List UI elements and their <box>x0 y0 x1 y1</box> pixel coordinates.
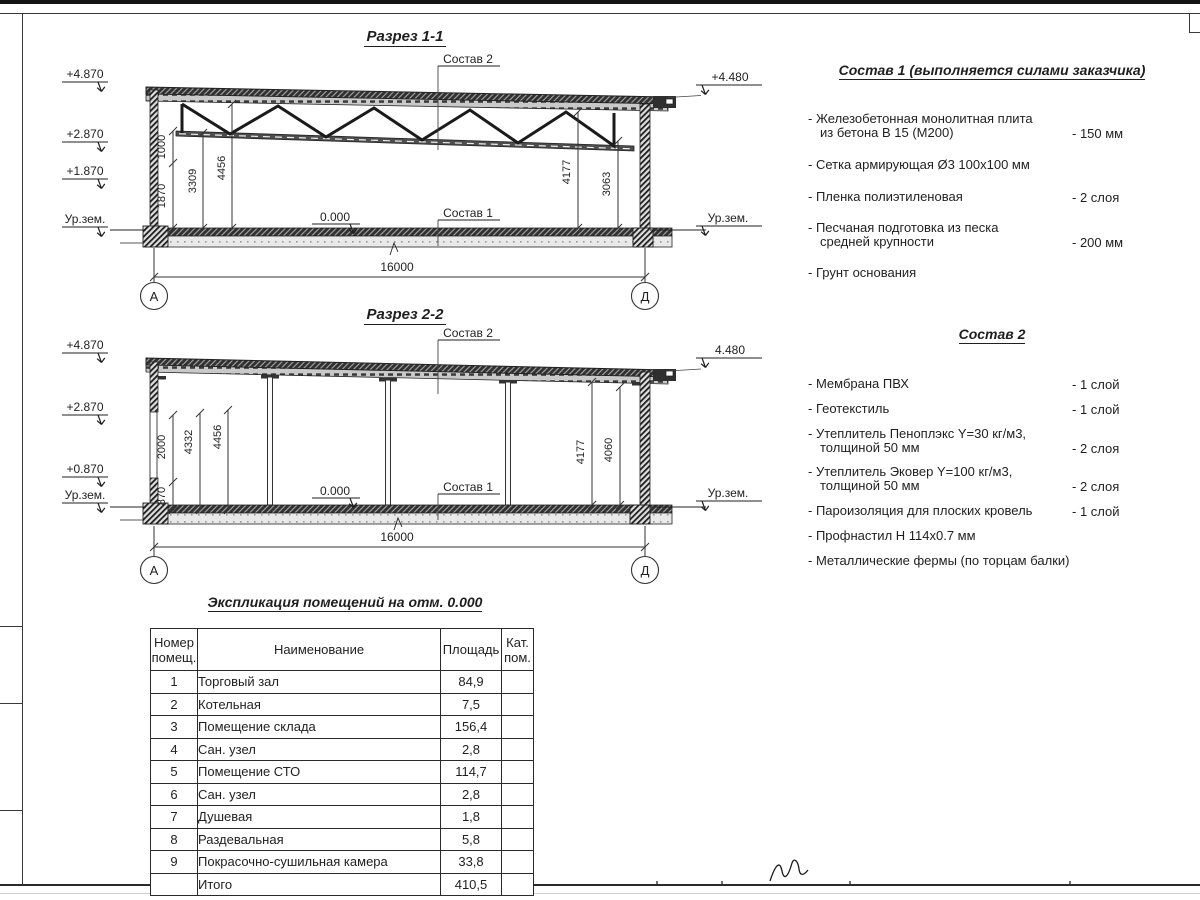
frame-top-line <box>0 13 1200 14</box>
roof-truss <box>176 104 634 151</box>
header-category <box>502 629 534 671</box>
list-item <box>808 529 976 543</box>
composition-1-title <box>800 62 1184 78</box>
list-item <box>808 402 889 416</box>
cell-name: Сан. узел <box>198 738 441 761</box>
ground-level-label: Ур.зем. <box>64 212 106 226</box>
cell-cat <box>502 828 534 851</box>
elevation-label: +4.870 <box>66 338 104 352</box>
header-area <box>441 629 502 671</box>
cell-num: 2 <box>151 693 198 716</box>
composition-1-title-text: Состав 1 (выполняется силами заказчика) <box>838 62 1146 78</box>
right-wall <box>640 104 650 228</box>
axis-markers <box>141 557 659 584</box>
span-dimension <box>150 248 649 282</box>
axis-letter-right: Д <box>640 563 650 578</box>
layer-reference-labels <box>438 52 500 246</box>
cell-num: 1 <box>151 671 198 694</box>
elevation-marks-right <box>696 343 762 511</box>
dim-4456: 4456 <box>212 424 224 450</box>
cell-area: 33,8 <box>441 851 502 874</box>
column <box>268 377 273 505</box>
filing-cell-divider <box>0 703 22 704</box>
item-text: - Грунт основания <box>808 265 917 280</box>
filing-cell-divider <box>0 810 22 811</box>
elevation-marks-right <box>696 70 762 236</box>
item-text-line2: толщиной 50 мм <box>820 440 920 455</box>
zero-level-label: 0.000 <box>319 484 351 498</box>
cell-num: 7 <box>151 806 198 829</box>
dim-4456: 4456 <box>216 155 228 181</box>
cell-cat <box>502 671 534 694</box>
section-2-drawing <box>55 320 770 590</box>
floor-slab <box>110 226 706 255</box>
ground-level-label: Ур.зем. <box>707 211 749 225</box>
cell-name: Котельная <box>198 693 441 716</box>
dim-4177: 4177 <box>575 439 587 465</box>
dim-3309: 3309 <box>187 168 199 194</box>
cell-area: 2,8 <box>441 783 502 806</box>
cell-cat <box>502 783 534 806</box>
signature-squiggle <box>770 860 808 881</box>
table-row <box>151 851 534 874</box>
filing-strip <box>0 626 22 885</box>
item-text-line2: средней крупности <box>820 234 934 249</box>
cell-cat <box>502 873 534 896</box>
cell-name: Торговый зал <box>198 671 441 694</box>
item-value: - 200 мм <box>1072 235 1124 250</box>
list-item <box>808 554 1069 568</box>
table-row <box>151 671 534 694</box>
columns <box>158 375 640 505</box>
section-1-drawing <box>55 45 770 315</box>
item-text: - Утеплитель Пеноплэкс Y=30 кг/м3, <box>808 426 1027 441</box>
explication-table <box>150 628 534 896</box>
elevation-label: 4.480 <box>714 343 746 357</box>
item-value: - 150 мм <box>1072 126 1124 141</box>
composition-1-block <box>800 62 1184 292</box>
cell-num: 4 <box>151 738 198 761</box>
list-item <box>808 377 909 391</box>
list-item <box>808 158 1030 172</box>
composition-2-title-text: Состав 2 <box>958 326 1026 342</box>
cell-area: 7,5 <box>441 693 502 716</box>
list-item <box>808 190 963 204</box>
table-header-row <box>151 629 534 671</box>
cell-num <box>151 873 198 896</box>
right-wall <box>640 372 650 510</box>
list-item <box>808 504 1032 518</box>
axis-letter-left: А <box>149 289 159 304</box>
dim-870: 870 <box>156 486 168 506</box>
dim-4332: 4332 <box>183 429 195 455</box>
cell-area: 84,9 <box>441 671 502 694</box>
item-value: - 1 слой <box>1072 402 1120 417</box>
dim-2000: 2000 <box>156 434 168 460</box>
cell-num: 9 <box>151 851 198 874</box>
cell-name: Итого <box>198 873 441 896</box>
table-row <box>151 693 534 716</box>
cell-cat <box>502 761 534 784</box>
layer-ref-floor: Состав 1 <box>443 480 493 494</box>
item-text: - Металлические фермы (по торцам балки) <box>808 553 1070 568</box>
cell-num: 8 <box>151 828 198 851</box>
table-row <box>151 783 534 806</box>
foundation-right <box>630 505 650 524</box>
item-text: - Профнастил Н 114х0.7 мм <box>808 528 976 543</box>
foundation-left <box>143 226 168 247</box>
header-text: Площадь <box>442 642 500 657</box>
table-row <box>151 761 534 784</box>
item-text: - Пленка полиэтиленовая <box>808 189 963 204</box>
cell-area: 2,8 <box>441 738 502 761</box>
cell-num: 6 <box>151 783 198 806</box>
dim-span: 16000 <box>380 530 414 544</box>
ground-level-label: Ур.зем. <box>64 488 106 502</box>
layer-reference-labels <box>438 326 500 520</box>
cell-name: Сан. узел <box>198 783 441 806</box>
dim-4060: 4060 <box>603 437 615 463</box>
axis-letter-right: Д <box>640 289 650 304</box>
cell-cat <box>502 806 534 829</box>
cell-area: 410,5 <box>441 873 502 896</box>
elevation-label: +4.870 <box>66 67 104 81</box>
item-text: - Железобетонная монолитная плита <box>808 111 1033 126</box>
cell-cat <box>502 738 534 761</box>
item-value: - 2 слоя <box>1072 479 1120 494</box>
roof-assembly <box>146 358 701 384</box>
layer-ref-roof: Состав 2 <box>443 52 493 66</box>
list-item <box>808 221 998 249</box>
ground-level-label: Ур.зем. <box>707 486 749 500</box>
item-value: - 1 слой <box>1072 377 1120 392</box>
signature-marks <box>640 855 1120 895</box>
dim-1870: 1870 <box>156 183 168 209</box>
zero-level-label: 0.000 <box>319 210 351 224</box>
list-item <box>808 266 916 280</box>
dim-span: 16000 <box>380 260 414 274</box>
cell-name: Помещение склада <box>198 716 441 739</box>
floor-slab <box>110 503 706 530</box>
item-value: - 1 слой <box>1072 504 1120 519</box>
cell-name: Душевая <box>198 806 441 829</box>
header-text: Наименование <box>273 642 365 657</box>
column <box>506 382 511 505</box>
cell-name: Помещение СТО <box>198 761 441 784</box>
header-room-number <box>151 629 198 671</box>
dim-4177: 4177 <box>561 159 573 185</box>
item-text: - Геотекстиль <box>808 401 890 416</box>
cell-area: 114,7 <box>441 761 502 784</box>
elevation-label: +1.870 <box>66 164 104 178</box>
table-row <box>151 716 534 739</box>
item-text-line2: из бетона В 15 (М200) <box>820 125 954 140</box>
item-text: - Песчаная подготовка из песка <box>808 220 999 235</box>
section-1-title-text: Разрез 1-1 <box>366 28 444 45</box>
table-row <box>151 806 534 829</box>
list-item <box>808 427 1026 455</box>
foundation-right <box>633 228 653 247</box>
explication-title <box>150 594 540 610</box>
header-text: пом. <box>504 649 531 665</box>
elevation-label: +4.480 <box>711 70 749 84</box>
cell-name: Раздевальная <box>198 828 441 851</box>
list-item <box>808 112 1033 140</box>
dim-1000: 1000 <box>156 134 168 160</box>
item-text-line2: толщиной 50 мм <box>820 478 920 493</box>
item-value: - 2 слоя <box>1072 441 1120 456</box>
cell-area: 1,8 <box>441 806 502 829</box>
frame-left-line <box>22 13 23 884</box>
elevation-marks-left <box>62 338 108 513</box>
layer-ref-roof: Состав 2 <box>443 326 493 340</box>
list-item <box>808 465 1012 493</box>
item-text: - Утеплитель Эковер Y=100 кг/м3, <box>808 464 1013 479</box>
frame-corner-cell <box>1189 13 1200 33</box>
table-row <box>151 828 534 851</box>
composition-2-title <box>800 326 1184 342</box>
item-value: - 2 слоя <box>1072 190 1120 205</box>
cell-name: Покрасочно-сушильная камера <box>198 851 441 874</box>
sheet-top-edge <box>0 0 1200 4</box>
elevation-label: +2.870 <box>66 127 104 141</box>
elevation-label: +0.870 <box>66 462 104 476</box>
section-1-title <box>280 28 530 45</box>
explication-title-text: Экспликация помещений на отм. 0.000 <box>207 594 483 610</box>
elevation-label: +2.870 <box>66 400 104 414</box>
span-dimension <box>150 526 649 556</box>
item-text: - Сетка армирующая Ø3 100х100 мм <box>808 157 1030 172</box>
elevation-marks-left <box>62 67 108 237</box>
zero-level-mark <box>312 484 360 508</box>
section-2-title-text: Разрез 2-2 <box>366 306 444 323</box>
cell-area: 156,4 <box>441 716 502 739</box>
cell-cat <box>502 716 534 739</box>
dim-3063: 3063 <box>601 171 613 197</box>
cell-area: 5,8 <box>441 828 502 851</box>
header-text: Номер <box>153 634 194 650</box>
header-room-name <box>198 629 441 671</box>
table-row <box>151 738 534 761</box>
axis-letter-left: А <box>149 563 159 578</box>
cell-cat <box>502 693 534 716</box>
layer-ref-floor: Состав 1 <box>443 206 493 220</box>
header-text: помещ. <box>151 649 197 665</box>
cell-cat <box>502 851 534 874</box>
item-text: - Пароизоляция для плоских кровель <box>808 503 1033 518</box>
table-row-total <box>151 873 534 896</box>
cell-num: 5 <box>151 761 198 784</box>
column <box>386 380 391 505</box>
header-text: Кат. <box>506 634 529 650</box>
item-text: - Мембрана ПВХ <box>808 376 909 391</box>
composition-2-block <box>800 326 1184 576</box>
cell-num: 3 <box>151 716 198 739</box>
